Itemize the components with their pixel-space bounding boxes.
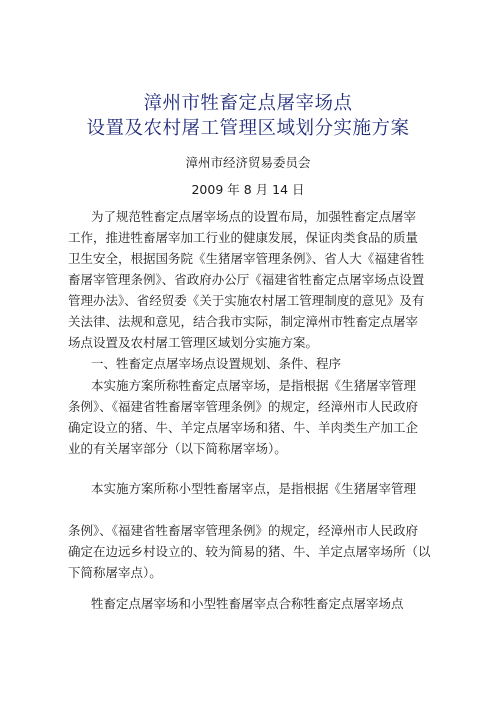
paragraph-line: 条例》、《福建省牲畜屠宰管理条例》的规定，经漳州市人民政府 xyxy=(68,399,419,414)
paragraph-line: 下简称屠宰点）。 xyxy=(68,565,162,580)
paragraph-line: 为了规范牲畜定点屠宰场点的设置布局，加强牲畜定点屠宰 xyxy=(91,209,417,224)
document-title-line-2: 设置及农村屠工管理区域划分实施方案 xyxy=(86,118,410,139)
section-heading: 一、牲畜定点屠宰场点设置规划、条件、程序 xyxy=(91,356,342,371)
paragraph-line: 牲畜定点屠宰场和小型牲畜屠宰点合称牲畜定点屠宰场点 xyxy=(91,596,404,611)
paragraph-line: 确定在边远乡村设立的、较为简易的猪、牛、羊定点屠宰场所（以 xyxy=(68,544,431,559)
paragraph-line: 确定设立的猪、牛、羊定点屠宰场和猪、牛、羊肉类生产加工企 xyxy=(68,420,419,435)
paragraph-line: 业的有关屠宰部分（以下简称屠宰场）。 xyxy=(68,441,287,456)
issuing-organization: 漳州市经济贸易委员会 xyxy=(185,155,311,170)
paragraph-line: 卫生安全，根据国务院《生猪屠宰管理条例》、省人大《福建省牲 xyxy=(68,251,425,266)
paragraph-line: 工作，推进牲畜屠宰加工行业的健康发展，保证肉类食品的质量 xyxy=(68,230,419,245)
paragraph-line: 条例》、《福建省牲畜屠宰管理条例》的规定，经漳州市人民政府 xyxy=(68,523,419,538)
paragraph-line: 管理办法》、省经贸委《关于实施农村屠工管理制度的意见》及有 xyxy=(68,293,425,308)
document-title-line-1: 漳州市牲畜定点屠宰场点 xyxy=(143,93,353,114)
paragraph-line: 畜屠宰管理条例》、省政府办公厅《福建省牲畜定点屠宰场点设置 xyxy=(68,272,425,287)
paragraph-line: 本实施方案所称小型牲畜屠宰点，是指根据《生猪屠宰管理 xyxy=(91,481,417,496)
paragraph-line: 场点设置及农村屠工管理区域划分实施方案。 xyxy=(68,335,319,350)
issue-date: 2009 年 8 月 14 日 xyxy=(191,182,305,197)
paragraph-line: 本实施方案所称牲畜定点屠宰场，是指根据《生猪屠宰管理 xyxy=(91,378,417,393)
paragraph-line: 关法律、法规和意见，结合我市实际，制定漳州市牲畜定点屠宰 xyxy=(68,314,419,329)
